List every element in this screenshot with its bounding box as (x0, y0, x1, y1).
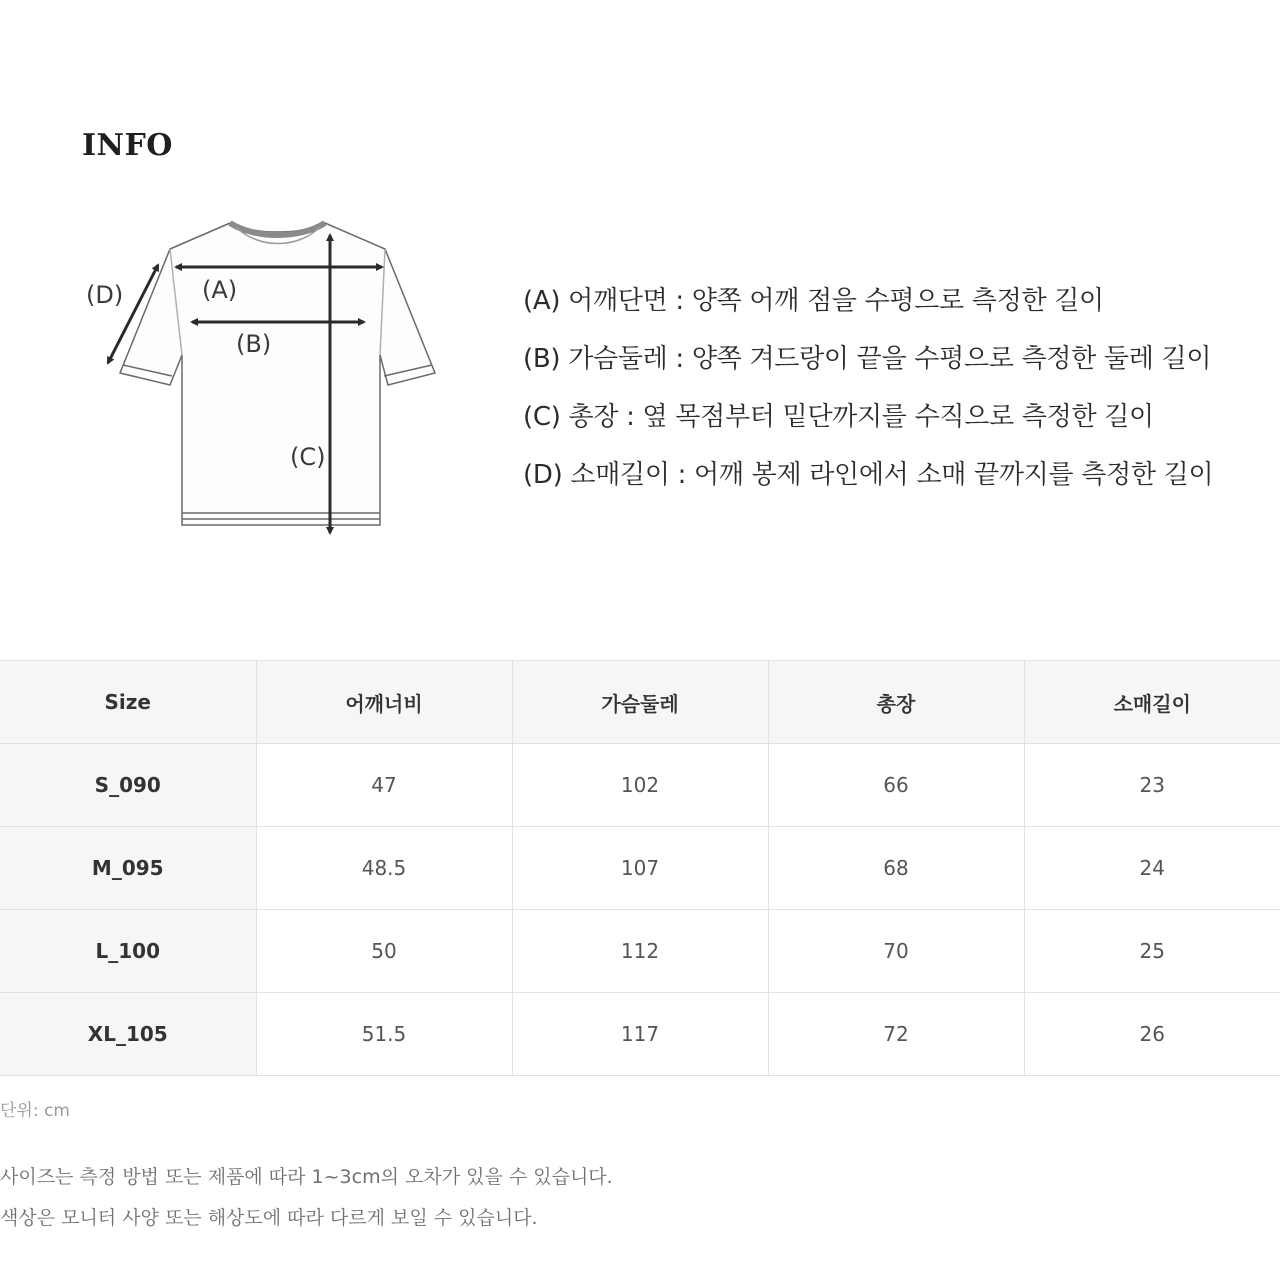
table-row (0, 993, 1280, 1076)
header-sleeve: 소매길이 (1024, 661, 1280, 744)
shoulder-cell: 50 (256, 910, 512, 993)
size-cell: XL_105 (0, 993, 256, 1076)
header-chest: 가슴둘레 (512, 661, 768, 744)
length-cell: 66 (768, 744, 1024, 827)
chest-cell: 117 (512, 993, 768, 1076)
size-cell: S_090 (0, 744, 256, 827)
size-cell: L_100 (0, 910, 256, 993)
size-table (0, 660, 1280, 1076)
label-b: (B) (236, 330, 272, 358)
length-cell: 72 (768, 993, 1024, 1076)
label-a: (A) (202, 276, 238, 304)
legend-c: (C) 총장 : 옆 목점부터 밑단까지를 수직으로 측정한 길이 (523, 402, 1154, 432)
chest-cell: 112 (512, 910, 768, 993)
table-header-row (0, 661, 1280, 744)
tshirt-measurement-diagram (70, 205, 460, 550)
length-cell: 68 (768, 827, 1024, 910)
table-row (0, 910, 1280, 993)
label-d: (D) (86, 281, 124, 309)
sleeve-cell: 23 (1024, 744, 1280, 827)
legend-d: (D) 소매길이 : 어깨 봉제 라인에서 소매 끝까지를 측정한 길이 (523, 460, 1214, 490)
sleeve-cell: 24 (1024, 827, 1280, 910)
legend-b: (B) 가슴둘레 : 양쪽 겨드랑이 끝을 수평으로 측정한 둘레 길이 (523, 344, 1212, 374)
measurement-legend (523, 272, 1263, 504)
shoulder-cell: 47 (256, 744, 512, 827)
header-size: Size (0, 661, 256, 744)
size-cell: M_095 (0, 827, 256, 910)
sleeve-cell: 26 (1024, 993, 1280, 1076)
shoulder-cell: 48.5 (256, 827, 512, 910)
sleeve-cell: 25 (1024, 910, 1280, 993)
shoulder-cell: 51.5 (256, 993, 512, 1076)
chest-cell: 107 (512, 827, 768, 910)
size-tolerance-note: 사이즈는 측정 방법 또는 제품에 따라 1~3cm의 오차가 있을 수 있습니다. (0, 1166, 613, 1188)
header-shoulder: 어깨너비 (256, 661, 512, 744)
legend-a: (A) 어깨단면 : 양쪽 어깨 점을 수평으로 측정한 길이 (523, 286, 1104, 316)
length-cell: 70 (768, 910, 1024, 993)
chest-cell: 102 (512, 744, 768, 827)
info-title: INFO (82, 128, 173, 163)
color-display-note: 색상은 모니터 사양 또는 해상도에 따라 다르게 보일 수 있습니다. (0, 1207, 538, 1229)
table-row (0, 744, 1280, 827)
table-row (0, 827, 1280, 910)
unit-note: 단위: cm (0, 1101, 70, 1121)
header-length: 총장 (768, 661, 1024, 744)
label-c: (C) (290, 443, 326, 471)
